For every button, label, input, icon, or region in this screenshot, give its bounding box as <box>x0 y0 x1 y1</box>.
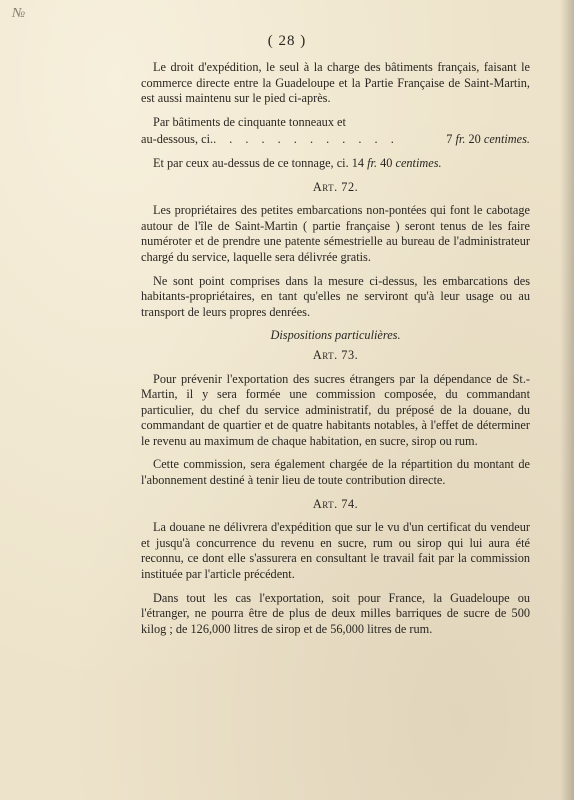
paragraph-art74-2: Dans tout les cas l'exportation, soit pour France, la Guadeloupe ou l'étranger, ne pourra être de plus de deux milles barriques de sucre de 500 kilog ; de 126,000 litres de sirop et de 56,000 litres de rum. <box>141 590 530 636</box>
article-73-heading: Art. 73. <box>312 347 359 362</box>
section-dispositions: Dispositions particulières. <box>270 328 401 343</box>
tariff-label-small: au-dessous, ci. <box>141 132 214 147</box>
tariff-fr-large: fr. <box>367 155 378 170</box>
tariff-cents-large: 40 <box>380 155 393 170</box>
page-number: ( 28 ) <box>267 33 307 49</box>
page-edge-shadow <box>560 0 574 800</box>
tariff-centimes-small: centimes. <box>483 132 530 147</box>
paragraph-art73-2: Cette commission, sera également chargée de la répartition du montant de l'abonnement destiné à tenir lieu de toute contribution directe. <box>141 457 530 488</box>
body-text <box>141 60 530 645</box>
paragraph-art72-1: Les propriétaires des petites embarcations non-pontées qui font le cabotage autour de l'île de Saint-Martin ( partie française ) seront tenus de les faire numéroter et de prendre une patente sémestrielle au bureau de l'administrateur chargé du service, laquelle sera délivrée gratis. <box>141 203 530 264</box>
tariff-leaders: . . . . . . . . . . . . <box>213 132 399 147</box>
tariff-label-large: Et par ceux au-dessus de ce tonnage, ci. <box>153 155 349 170</box>
paragraph-tariff-line-1: Par bâtiments de cinquante tonneaux et <box>153 114 346 129</box>
tariff-amount-small <box>446 132 530 148</box>
corner-mark: № <box>12 6 26 21</box>
article-74-heading: Art. 74. <box>312 496 359 511</box>
paragraph-art73-1: Pour prévenir l'exportation des sucres étrangers par la dépendance de St.-Martin, il y sera formée une commission composée, du commandant particulier, du chef du service administratif, du préposé de la douane, du commandant de quartier et de quatre habitants notables, à l'effet de déterminer le revenu au maximum de chaque habitation, en sucre, sirop ou rum. <box>141 371 530 448</box>
tariff-fr-small: fr. <box>455 132 466 147</box>
tariff-cents-small: 20 <box>468 132 481 147</box>
paragraph-droit-expedition: Le droit d'expédition, le seul à la charge des bâtiments français, faisant le commerce directe entre la Guadeloupe et la Partie Française de Saint-Martin, est aussi maintenu sur le pied ci-après. <box>141 60 530 106</box>
article-72-heading: Art. 72. <box>312 179 359 194</box>
tariff-row-large <box>141 156 530 172</box>
paragraph-art74-1: La douane ne délivrera d'expédition que sur le vu d'un certificat du vendeur et jusqu'à concurrence du revenu en sucre, rum ou sirop qui lui aura été reconnu, ce dont elle s'assurera en consultant le travail fait par la commission instituée par l'article précédent. <box>141 520 530 582</box>
tariff-francs-small: 7 <box>446 132 453 147</box>
tariff-row-small <box>141 132 530 148</box>
tariff-francs-large: 14 <box>351 155 365 170</box>
tariff-centimes-large: centimes. <box>395 155 442 170</box>
paragraph-art72-2: Ne sont point comprises dans la mesure ci-dessus, les embarcations des habitants-propriétaires, en tant qu'elles ne serviront qu'à leur usage ou au transport de leurs propres denrées. <box>141 273 530 319</box>
